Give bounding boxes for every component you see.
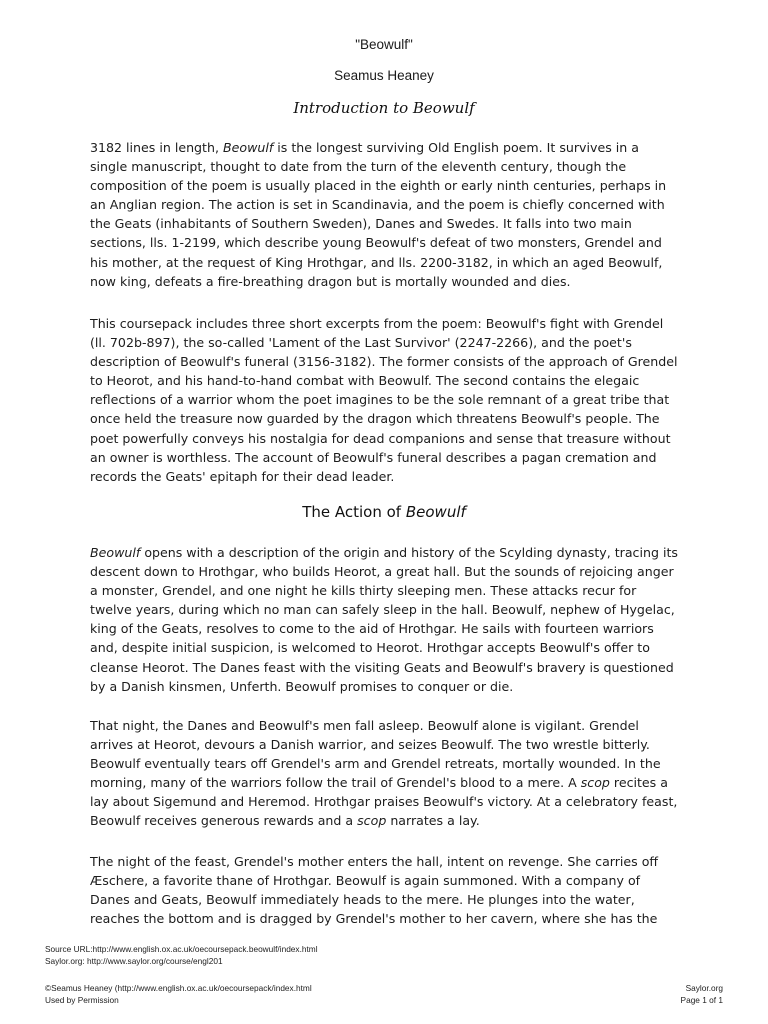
footer-page-info: [681, 982, 723, 1006]
paragraph-intro-1: 3182 lines in length, Beowulf is the longest surviving Old English poem. It survives in a single manuscript, thought to date from the turn of the eleventh century, though the composition of the poem is usually placed in the eighth or early ninth centuries, perhaps in an Anglian region. The action is set in Scandinavia, and the poem is chiefly concerned with the Geats (inhabitants of Southern Sweden), Danes and Swedes. It falls into two main sections, lls. 1-2199, which describe young Beowulf's defeat of two monsters, Grendel and his mother, at the request of King Hrothgar, and lls. 2200-3182, in which an aged Beowulf, now king, defeats a fire-breathing dragon but is mortally wounded and dies.: [90, 140, 667, 289]
footer-source: [45, 943, 318, 967]
footer-permission: Used by Permission: [45, 995, 119, 1005]
paragraph-action-2: That night, the Danes and Beowulf's men fall asleep. Beowulf alone is vigilant. Grendel arrives at Heorot, devours a Danish warrior, and seizes Beowulf. The two wrestle bitterly. Beowulf eventually tears off Grendel's arm and Grendel retreats, mortally wounded. In the morning, many of the warriors follow the trail of Grendel's blood to a mere. A scop recites a lay about Sigemund and Heremod. Hrothgar praises Beowulf's victory. At a celebratory feast, Beowulf receives generous rewards and a scop narrates a lay.: [90, 718, 678, 829]
footer-saylor-url: Saylor.org: http://www.saylor.org/course/engl201: [45, 956, 223, 966]
section-heading-introduction: Introduction to Beowulf: [293, 99, 475, 117]
footer-copyright: [45, 982, 312, 1006]
paragraph-action-3: The night of the feast, Grendel's mother enters the hall, intent on revenge. She carries off Æschere, a favorite thane of Hrothgar. Beowulf is again summoned. With a company of Danes and Geats, Beowulf immediately heads to the mere. He plunges into the water, reaches the bottom and is dragged by Grendel's mother to her cavern, where she has the: [90, 854, 659, 927]
document-author: Seamus Heaney: [334, 68, 434, 83]
footer-copyright-text: ©Seamus Heaney (http://www.english.ox.ac.uk/oecoursepack/index.html: [45, 983, 312, 993]
section-heading-action: The Action of Beowulf: [302, 503, 466, 521]
paragraph-action-1: Beowulf opens with a description of the origin and history of the Scylding dynasty, tracing its descent down to Hrothgar, who builds Heorot, a great hall. But the sounds of rejoicing anger a monster, Grendel, and one night he kills thirty sleeping men. These attacks recur for twelve years, during which no man can safely sleep in the hall. Beowulf, nephew of Hygelac, king of the Geats, resolves to come to the aid of Hrothgar. He sails with fourteen warriors and, despite initial suspicion, is welcomed to Heorot. Hrothgar accepts Beowulf's offer to cleanse Heorot. The Danes feast with the visiting Geats and Beowulf's bravery is questioned by a Danish kinsmen, Unferth. Beowulf promises to conquer or die.: [90, 545, 678, 694]
footer-page-number: Page 1 of 1: [680, 995, 723, 1005]
footer-site: Saylor.org: [685, 983, 723, 993]
footer-source-url: Source URL:http://www.english.ox.ac.uk/oecoursepack.beowulf/index.html: [45, 944, 318, 954]
document-title: "Beowulf": [355, 37, 413, 52]
paragraph-intro-2: This coursepack includes three short excerpts from the poem: Beowulf's fight with Grendel (ll. 702b-897), the so-called 'Lament of the Last Survivor' (2247-2266), and the poet's description of Beowulf's funeral (3156-3182). The former consists of the approach of Grendel to Heorot, and his hand-to-hand combat with Beowulf. The second contains the elegaic reflections of a warrior whom the poet imagines to be the sole remnant of a great tribe that once held the treasure now guarded by the dragon which threatens Beowulf's people. The poet powerfully conveys his nostalgia for dead companions and sense that treasure without an owner is worthless. The account of Beowulf's funeral describes a pagan cremation and records the Geats' epitaph for their dead leader.: [90, 316, 678, 484]
